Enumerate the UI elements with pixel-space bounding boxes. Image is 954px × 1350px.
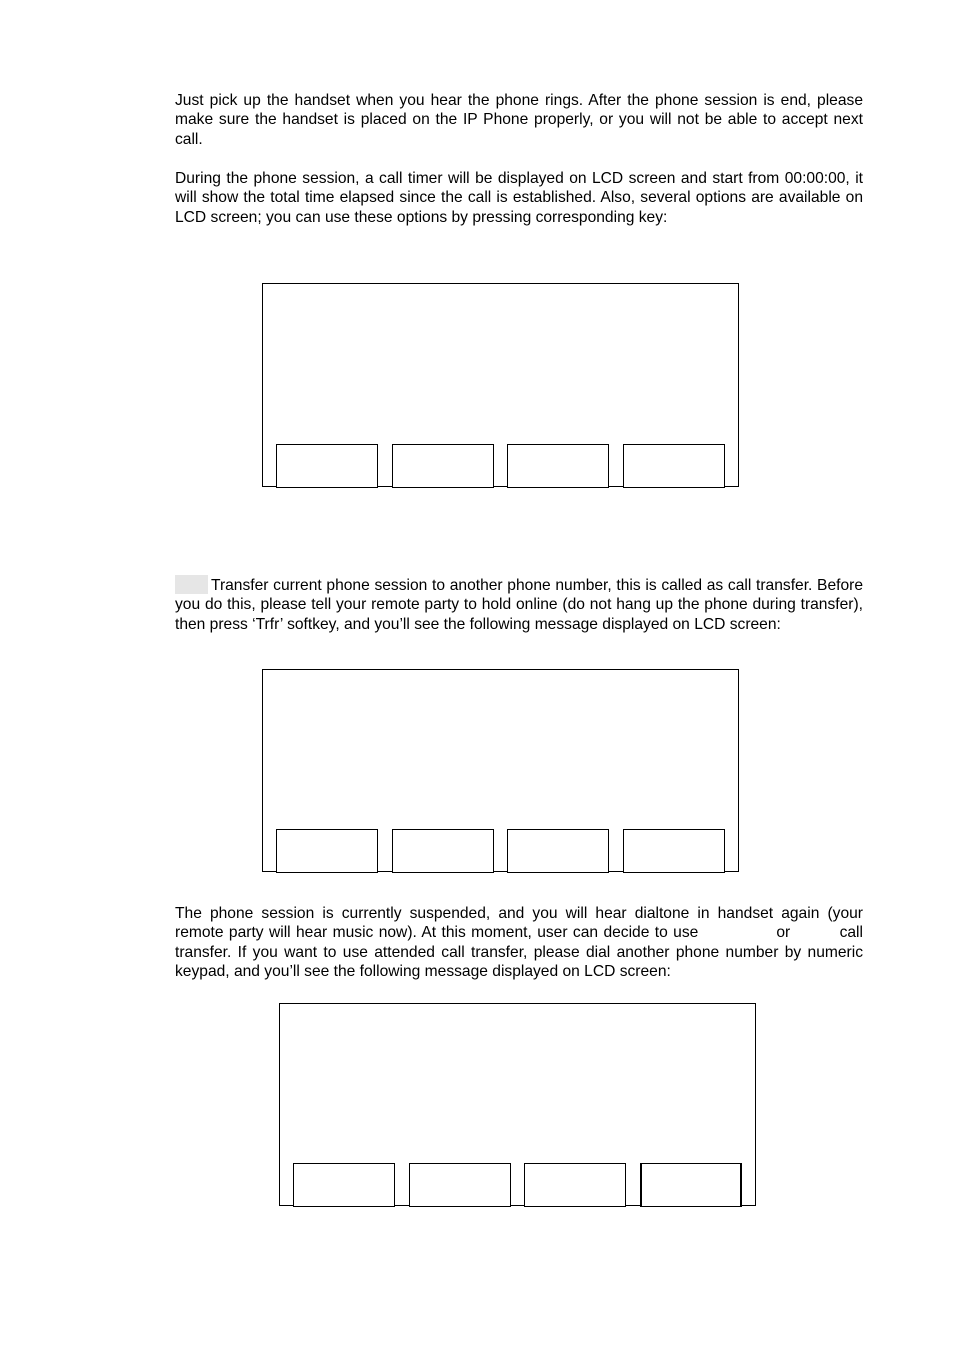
softkey-1[interactable] — [276, 444, 378, 488]
paragraph-suspended — [175, 904, 863, 982]
softkey-1[interactable] — [276, 829, 378, 873]
softkey-4[interactable] — [640, 1163, 742, 1207]
paragraph-transfer-text: Transfer current phone session to another phone number, this is called as call transfer. Before you do this, please tell your remote party to hold online (do not hang up the phone during transfer), then press ‘Trfr’ softkey, and you’ll see the following message displayed on LCD screen: — [175, 577, 863, 633]
softkey-2[interactable] — [409, 1163, 511, 1207]
lcd-screen-attended-transfer — [279, 1003, 756, 1206]
softkey-1[interactable] — [293, 1163, 395, 1207]
paragraph-suspended-part-b: or — [776, 924, 791, 942]
lcd-screen-transfer — [262, 669, 739, 872]
softkey-4[interactable] — [623, 829, 725, 873]
softkey-3[interactable] — [524, 1163, 626, 1207]
softkey-2[interactable] — [392, 444, 494, 488]
softkey-4[interactable] — [623, 444, 725, 488]
paragraph-suspended-part-a: The phone session is currently suspended, and you will hear dialtone in handset again (your remote party will hear music now). At this moment, user can decide to use — [175, 905, 863, 942]
paragraph-pickup: Just pick up the handset when you hear the phone rings. After the phone session is end, please make sure the handset is placed on the IP Phone properly, or you will not be able to accept next call. — [175, 92, 863, 148]
softkey-2[interactable] — [392, 829, 494, 873]
lcd-screen-call-session — [262, 283, 739, 487]
softkey-3[interactable] — [507, 829, 609, 873]
paragraph-suspended-part-c: call transfer. If you want to use attended call transfer, please dial another phone number by numeric keypad, and you’ll see the following message displayed on LCD screen: — [175, 924, 863, 981]
softkey-3[interactable] — [507, 444, 609, 488]
paragraph-transfer — [175, 575, 863, 634]
paragraph-call-timer: During the phone session, a call timer will be displayed on LCD screen and start from 00:00:00, it will show the total time elapsed since the call is established. Also, several options are available on LCD screen; you can use these options by pressing corresponding key: — [175, 170, 863, 226]
softkey-label-highlight — [175, 575, 208, 594]
